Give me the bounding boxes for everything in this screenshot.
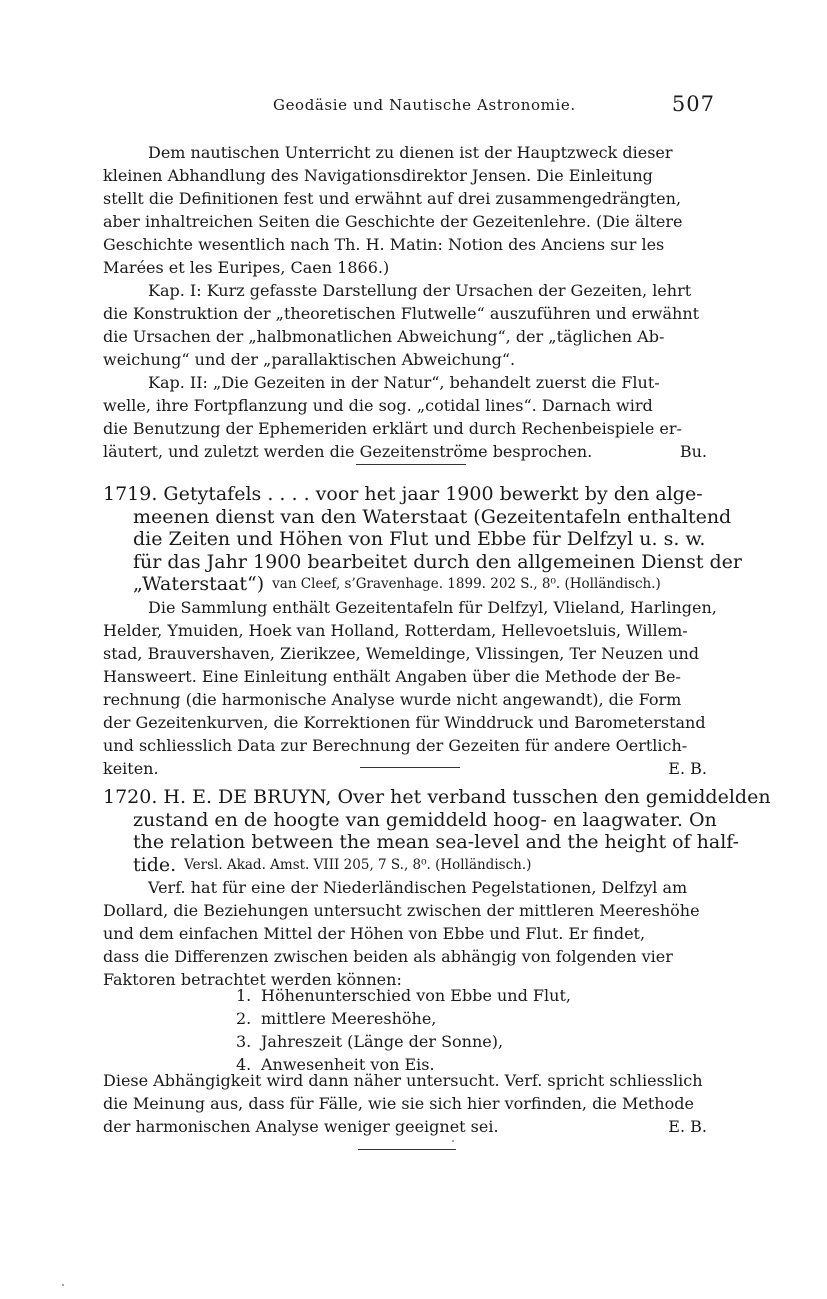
list-item bbox=[236, 1007, 636, 1030]
text-line bbox=[103, 440, 717, 463]
entry-1719-title bbox=[103, 483, 742, 596]
text-line bbox=[103, 1115, 717, 1138]
section-divider bbox=[358, 1149, 456, 1150]
running-title: Geodäsie und Nautische Astronomie. bbox=[273, 96, 576, 114]
text-line: Faktoren betrachtet werden können: bbox=[103, 970, 402, 989]
text-line: die Meinung aus, dass für Fälle, wie sie sich hier vorfinden, die Methode bbox=[103, 1094, 694, 1113]
list-text: Höhenunterschied von Ebbe und Flut, bbox=[261, 986, 571, 1005]
text-line: Marées et les Euripes, Caen 1866.) bbox=[103, 258, 390, 277]
list-text: Anwesenheit von Eis. bbox=[261, 1055, 435, 1074]
factor-list bbox=[236, 984, 636, 1076]
text-line: Die Sammlung enthält Gezeitentafeln für Delfzyl, Vlieland, Harlingen, bbox=[148, 598, 717, 617]
intro-review bbox=[103, 141, 717, 463]
title-line: zustand en de hoogte van gemiddeld hoog- en laagwater. On bbox=[133, 808, 717, 831]
text-line: Diese Abhängigkeit wird dann näher untersucht. Verf. spricht schliesslich bbox=[103, 1071, 703, 1090]
running-head bbox=[103, 92, 715, 118]
title-line bbox=[103, 573, 717, 596]
list-number: 2. bbox=[236, 1009, 252, 1028]
line-text: keiten. bbox=[103, 759, 159, 778]
reviewer-signature: E. B. bbox=[668, 1117, 707, 1136]
title-line: 1719. Getytafels . . . . voor het jaar 1900 bewerkt by den alge- bbox=[103, 483, 703, 505]
bibliographic-info: van Cleef, s’Gravenhage. 1899. 202 S., 8⁰. (Holländisch.) bbox=[272, 576, 661, 592]
section-divider bbox=[356, 464, 466, 465]
text-line: die Konstruktion der „theoretischen Flutwelle“ auszuführen und erwähnt bbox=[103, 304, 700, 323]
text-line: dass die Differenzen zwischen beiden als abhängig von folgenden vier bbox=[103, 947, 673, 966]
line-text: läutert, und zuletzt werden die Gezeitenströme besprochen. bbox=[103, 442, 593, 461]
title-line: 1720. H. E. DE BRUYN, Over het verband tusschen den gemiddelden bbox=[103, 786, 771, 808]
text-line: und schliesslich Data zur Berechnung der Gezeiten für andere Oertlich- bbox=[103, 736, 688, 755]
print-speck bbox=[452, 1140, 454, 1142]
text-line: aber inhaltreichen Seiten die Geschichte der Gezeitenlehre. (Die ältere bbox=[103, 212, 683, 231]
text-line: Dem nautischen Unterricht zu dienen ist der Hauptzweck dieser bbox=[148, 143, 673, 162]
page-number: 507 bbox=[671, 92, 715, 116]
line-text: tide. bbox=[133, 853, 177, 876]
line-text: der harmonischen Analyse weniger geeignet sei. bbox=[103, 1117, 499, 1136]
text-line: stad, Brauvershaven, Zierikzee, Wemeldinge, Vlissingen, Ter Neuzen und bbox=[103, 644, 700, 663]
reviewer-signature: E. B. bbox=[668, 759, 707, 778]
text-line: Verf. hat für eine der Niederländischen Pegelstationen, Delfzyl am bbox=[148, 878, 688, 897]
entry-1720-title bbox=[103, 786, 771, 876]
entry-1719-body bbox=[103, 596, 717, 780]
title-line: die Zeiten und Höhen von Flut und Ebbe für Delfzyl u. s. w. bbox=[133, 528, 706, 550]
list-number: 3. bbox=[236, 1032, 252, 1051]
text-line: die Ursachen der „halbmonatlichen Abweichung“, der „täglichen Ab- bbox=[103, 327, 665, 346]
bibliographic-info: Versl. Akad. Amst. VIII 205, 7 S., 8⁰. (Holländisch.) bbox=[184, 856, 532, 873]
entry-1720-body bbox=[103, 876, 717, 991]
text-line: weichung“ und der „parallaktischen Abweichung“. bbox=[103, 350, 516, 369]
text-line: der Gezeitenkurven, die Korrektionen für Winddruck und Barometerstand bbox=[103, 713, 706, 732]
text-line: welle, ihre Fortpflanzung und die sog. „cotidal lines“. Darnach wird bbox=[103, 396, 653, 415]
print-speck bbox=[62, 1284, 64, 1286]
list-text: mittlere Meereshöhe, bbox=[261, 1009, 437, 1028]
text-line: und dem einfachen Mittel der Höhen von Ebbe und Flut. Er findet, bbox=[103, 924, 646, 943]
reviewer-signature: Bu. bbox=[679, 442, 707, 461]
list-number: 4. bbox=[236, 1055, 252, 1074]
title-line: für das Jahr 1900 bearbeitet durch den allgemeinen Dienst der bbox=[133, 550, 742, 573]
title-line bbox=[103, 854, 717, 877]
title-line: meenen dienst van den Waterstaat (Gezeitentafeln enthaltend bbox=[133, 505, 732, 528]
text-line: rechnung (die harmonische Analyse wurde nicht angewandt), die Form bbox=[103, 690, 682, 709]
text-line: Dollard, die Beziehungen untersucht zwischen der mittleren Meereshöhe bbox=[103, 901, 700, 920]
text-line: Kap. II: „Die Gezeiten in der Natur“, behandelt zuerst die Flut- bbox=[148, 373, 660, 392]
text-line bbox=[103, 757, 717, 780]
list-text: Jahreszeit (Länge der Sonne), bbox=[261, 1032, 504, 1051]
text-line: Helder, Ymuiden, Hoek van Holland, Rotterdam, Hellevoetsluis, Willem- bbox=[103, 621, 688, 640]
text-line: die Benutzung der Ephemeriden erklärt und durch Rechenbeispiele er- bbox=[103, 419, 682, 438]
text-line: kleinen Abhandlung des Navigationsdirektor Jensen. Die Einleitung bbox=[103, 166, 653, 185]
list-number: 1. bbox=[236, 986, 252, 1005]
section-divider bbox=[360, 767, 460, 768]
entry-1720-closing bbox=[103, 1069, 717, 1138]
list-item bbox=[236, 984, 636, 1007]
list-item bbox=[236, 1030, 636, 1053]
text-line: Hansweert. Eine Einleitung enthält Angaben über die Methode der Be- bbox=[103, 667, 681, 686]
text-line: Geschichte wesentlich nach Th. H. Matin: Notion des Anciens sur les bbox=[103, 235, 665, 254]
text-line: Kap. I: Kurz gefasste Darstellung der Ursachen der Gezeiten, lehrt bbox=[148, 281, 692, 300]
title-line: the relation between the mean sea-level and the height of half- bbox=[133, 831, 740, 853]
line-text: „Waterstaat“) bbox=[133, 573, 265, 595]
text-line: stellt die Definitionen fest und erwähnt auf drei zusammengedrängten, bbox=[103, 189, 682, 208]
